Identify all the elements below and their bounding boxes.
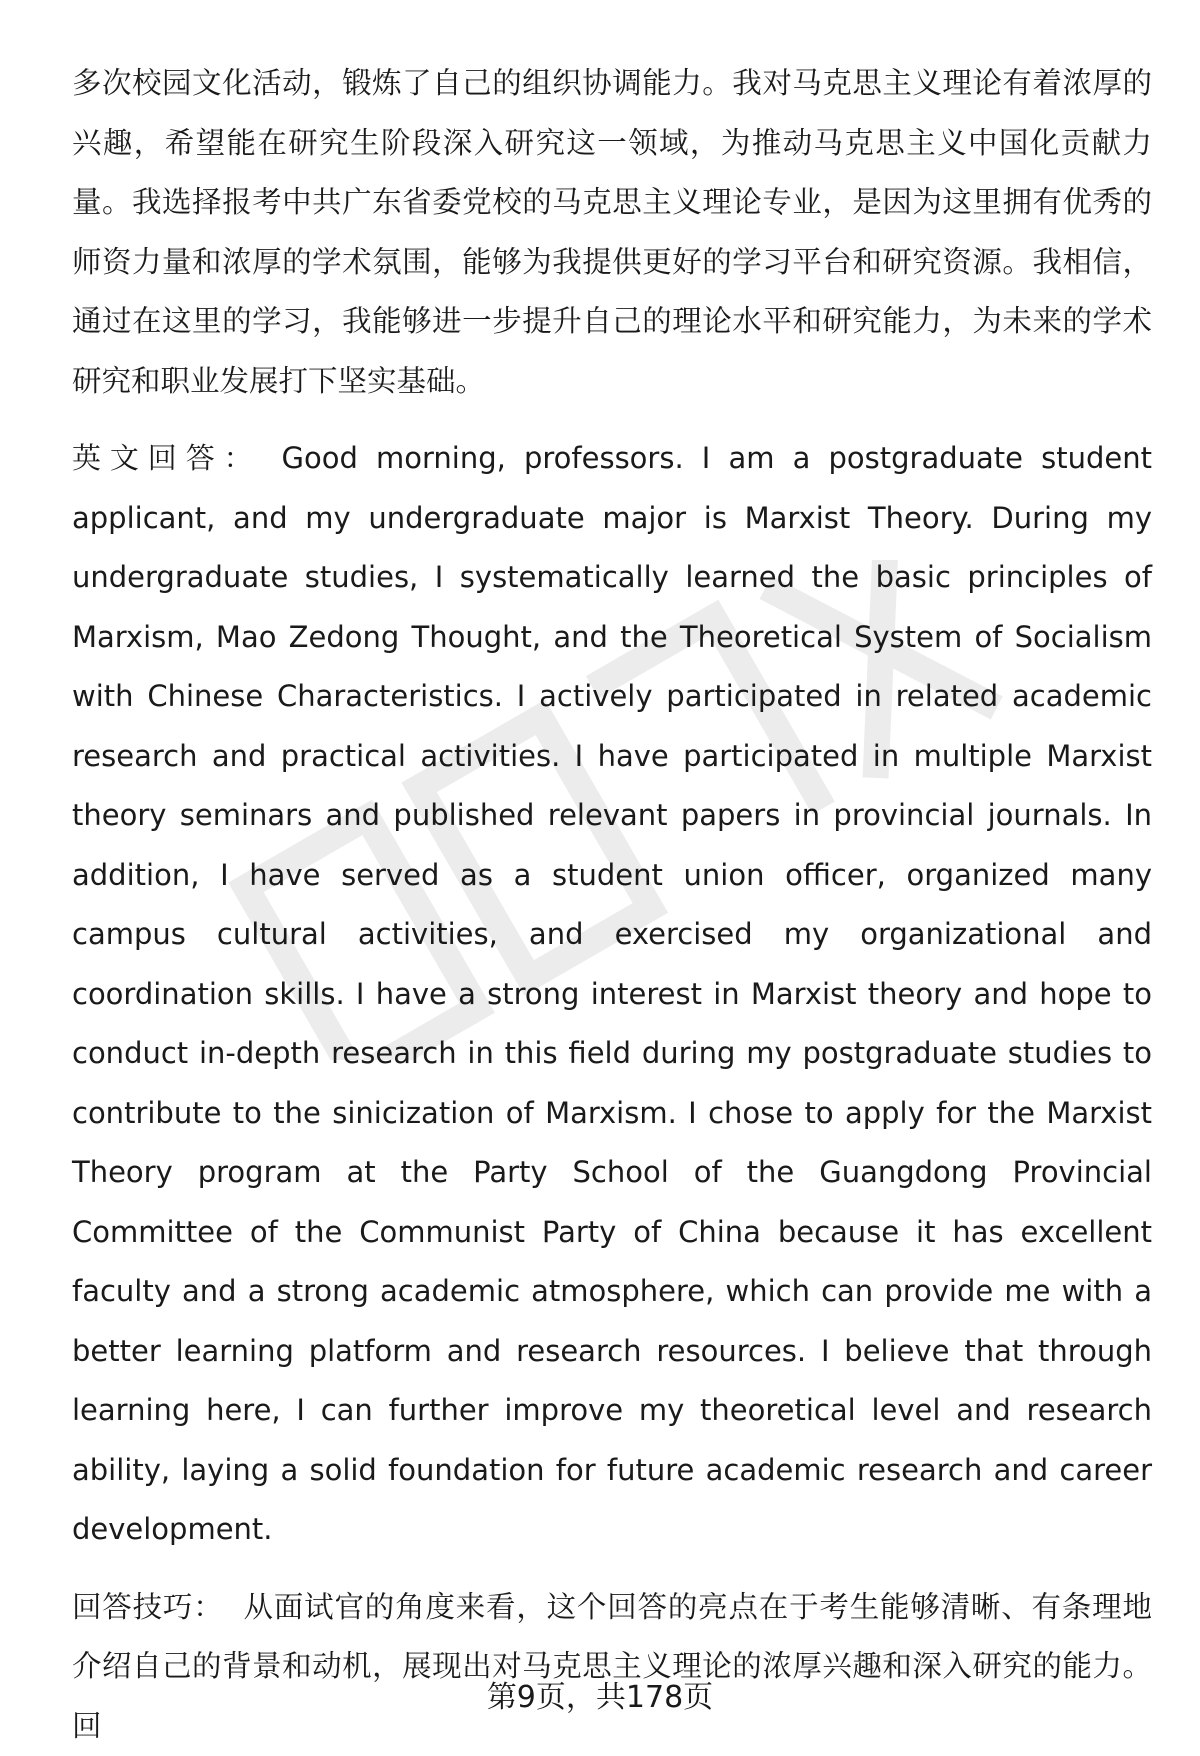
page-indicator: 第9页，共178页 (0, 1672, 1200, 1716)
paragraph-english-answer (72, 429, 1152, 1560)
document-body (72, 54, 1152, 1756)
paragraph-gap (72, 1560, 1152, 1578)
english-answer-text: Good morning, professors. I am a postgraduate student applicant, and my undergraduate major is Marxist Theory. During my undergraduate studies, I systematically learned the basic principles of Marxism, Mao Zedong Thought, and the Theoretical System of Socialism with Chinese Characteristics. I actively participated in related academic research and practical activities. I have participated in multiple Marxist theory seminars and published relevant papers in provincial journals. In addition, I have served as a student union officer, organized many campus cultural activities, and exercised my organizational and coordination skills. I have a strong interest in Marxist theory and hope to conduct in-depth research in this field during my postgraduate studies to contribute to the sinicization of Marxism. I chose to apply for the Marxist Theory program at the Party School of the Guangdong Provincial Committee of the Communist Party of China because it has excellent faculty and a strong academic atmosphere, which can provide me with a better learning platform and research resources. I believe that through learning here, I can further improve my theoretical level and research ability, laying a solid foundation for future academic research and career development. (72, 441, 1152, 1546)
answer-tips-label: 回答技巧： (72, 1590, 224, 1624)
answer-tips-text: 从面试官的角度来看，这个回答的亮点在于考生能够清晰、有条理地介绍自己的背景和动机，展现出对马克思主义理论的浓厚兴趣和深入研究的能力。回 (72, 1590, 1152, 1743)
paragraph-chinese-intro: 多次校园文化活动，锻炼了自己的组织协调能力。我对马克思主义理论有着浓厚的兴趣，希望能在研究生阶段深入研究这一领域，为推动马克思主义中国化贡献力量。我选择报考中共广东省委党校的马克思主义理论专业，是因为这里拥有优秀的师资力量和浓厚的学术氛围，能够为我提供更好的学习平台和研究资源。我相信，通过在这里的学习，我能够进一步提升自己的理论水平和研究能力，为未来的学术研究和职业发展打下坚实基础。 (72, 54, 1152, 411)
paragraph-gap (72, 411, 1152, 429)
paragraph-answer-tips (72, 1578, 1152, 1756)
english-answer-label: 英文回答： (72, 441, 262, 475)
